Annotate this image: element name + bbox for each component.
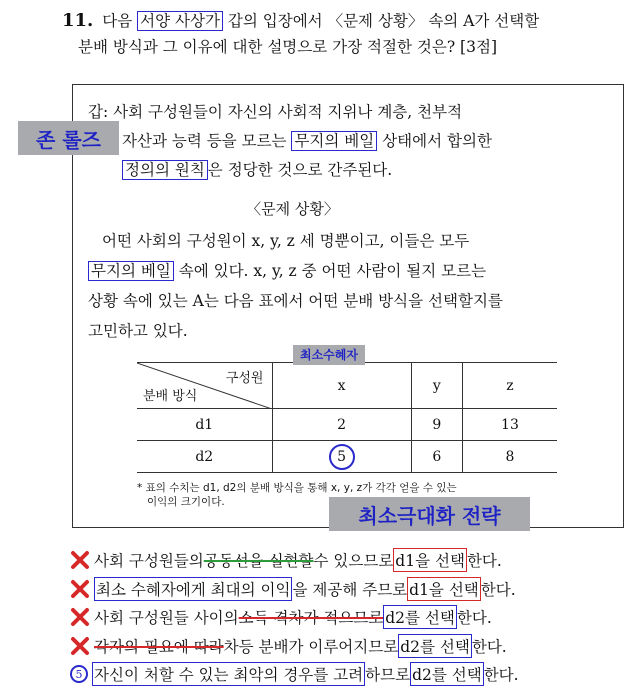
- corner-bottom-label: 분배 방식: [143, 389, 198, 404]
- passage-line-2-post: 상태에서 합의한: [382, 132, 492, 150]
- option-1-strike: 공동선을 실현할: [203, 552, 314, 571]
- option-1-text-e: 한다.: [466, 552, 502, 571]
- principle-of-justice-box: 정의의 원칙: [122, 160, 208, 180]
- option-3-choice-box: d2를 선택: [383, 605, 457, 629]
- passage-line-3: [88, 156, 608, 185]
- situation-title-text: 〈문제 상황〉: [246, 200, 339, 218]
- option-5-choice-box: d2를 선택: [410, 662, 484, 686]
- wrong-x-icon: [70, 550, 90, 570]
- col-header-y: y: [411, 363, 462, 409]
- situation-line-2: [88, 256, 612, 286]
- john-rawls-tag: 존 롤즈: [18, 121, 119, 155]
- question-line2: 분배 방식과 그 이유에 대한 설명으로 가장 적절한 것은? [3점]: [78, 38, 497, 56]
- wrong-x-icon: [70, 579, 90, 599]
- question-heading: [62, 8, 622, 34]
- cell-d1-z: 13: [462, 409, 557, 441]
- option-4-text-c: 차등 분배가 이루어지므로: [223, 637, 399, 656]
- option-4-strike: 각자의 필요에 따라: [94, 637, 224, 656]
- option-3-text-a: 사회 구성원들 사이의: [94, 609, 239, 628]
- wrong-x-icon: [70, 636, 90, 656]
- option-1[interactable]: [70, 546, 626, 575]
- option-1-choice-box: d1을 선택: [393, 548, 467, 572]
- option-5[interactable]: [70, 660, 626, 689]
- col-header-x: x: [272, 363, 411, 409]
- option-4[interactable]: [70, 632, 626, 661]
- veil-of-ignorance-box-2: 무지의 베일: [88, 261, 174, 281]
- option-2-text-e: 한다.: [480, 580, 516, 599]
- answer-options: [70, 546, 626, 689]
- col-header-z: z: [462, 363, 557, 409]
- cell-d2-x: [272, 441, 411, 473]
- situation-title: [0, 198, 629, 219]
- situation-line-2-post: 속에 있다. x, y, z 중 어떤 사람이 될지 모르는: [178, 262, 487, 280]
- option-5-text-e: 한다.: [483, 666, 519, 685]
- row-label-d1: d1: [137, 409, 272, 441]
- passage-line-3-post: 은 정당한 것으로 간주된다.: [207, 161, 393, 179]
- situation-line-3: 상황 속에 있는 A는 다음 표에서 어떤 분배 방식을 선택할지를: [88, 292, 503, 310]
- option-2-choice-box: d1을 선택: [407, 577, 481, 601]
- row-label-d2: d2: [137, 441, 272, 473]
- western-thinker-highlight: 서양 사상가: [137, 11, 223, 31]
- min-beneficiary-tag: 최소수혜자: [293, 345, 365, 365]
- option-1-text-a: 사회 구성원들의: [94, 552, 204, 571]
- note-line-2: 이익의 크기이다.: [147, 496, 225, 508]
- passage-line-1: 갑: 사회 구성원들이 자신의 사회적 지위나 계층, 천부적: [88, 103, 463, 121]
- option-2[interactable]: [70, 575, 626, 604]
- question-rest: 갑의 입장에서 〈문제 상황〉 속의 A가 선택할: [227, 12, 540, 30]
- situation-line-4: 고민하고 있다.: [88, 322, 188, 340]
- option-5-text-c: 하므로: [365, 666, 411, 685]
- situation-line-1: 어떤 사회의 구성원이 x, y, z 세 명뿐이고, 이들은 모두: [102, 232, 470, 250]
- table-corner-cell: [137, 363, 272, 409]
- situation-text: [88, 226, 612, 346]
- maximin-strategy-tag: 최소극대화 전략: [329, 497, 530, 531]
- distribution-table: [137, 362, 557, 473]
- passage-line-2: [88, 127, 608, 156]
- passage-gap: [88, 98, 608, 185]
- note-line-1: * 표의 수치는 d1, d2의 분배 방식을 통해 x, y, z가 각각 얻을 수 있는: [137, 482, 457, 494]
- option-2-text-c: 을 제공해 주므로: [292, 580, 408, 599]
- correct-circle-icon: 5: [70, 665, 88, 683]
- option-1-text-c: 수 있으므로: [313, 552, 394, 571]
- cell-d2-z: 8: [462, 441, 557, 473]
- cell-d1-y: 9: [411, 409, 462, 441]
- option-4-text-e: 한다.: [471, 637, 507, 656]
- option-5-highlight: 자신이 처할 수 있는 최악의 경우를 고려: [92, 662, 365, 686]
- option-3-strike: 소득 격차가 적으므로: [238, 609, 384, 628]
- option-4-choice-box: d2를 선택: [398, 634, 472, 658]
- option-3[interactable]: [70, 603, 626, 632]
- table-row: [137, 409, 557, 441]
- cell-d2-y: 6: [411, 441, 462, 473]
- table-row: [137, 441, 557, 473]
- veil-of-ignorance-box-1: 무지의 베일: [291, 131, 377, 151]
- option-2-highlight: 최소 수혜자에게 최대의 이익: [94, 577, 292, 601]
- wrong-x-icon: [70, 607, 90, 627]
- passage-line-2-pre: 자산과 능력 등을 모르는: [122, 132, 287, 150]
- question-pre: 다음: [102, 12, 133, 30]
- question-number: 11.: [62, 10, 94, 31]
- option-3-text-e: 한다.: [456, 609, 492, 628]
- circled-value: 5: [329, 444, 355, 470]
- corner-top-label: 구성원: [225, 371, 264, 386]
- cell-d1-x: 2: [272, 409, 411, 441]
